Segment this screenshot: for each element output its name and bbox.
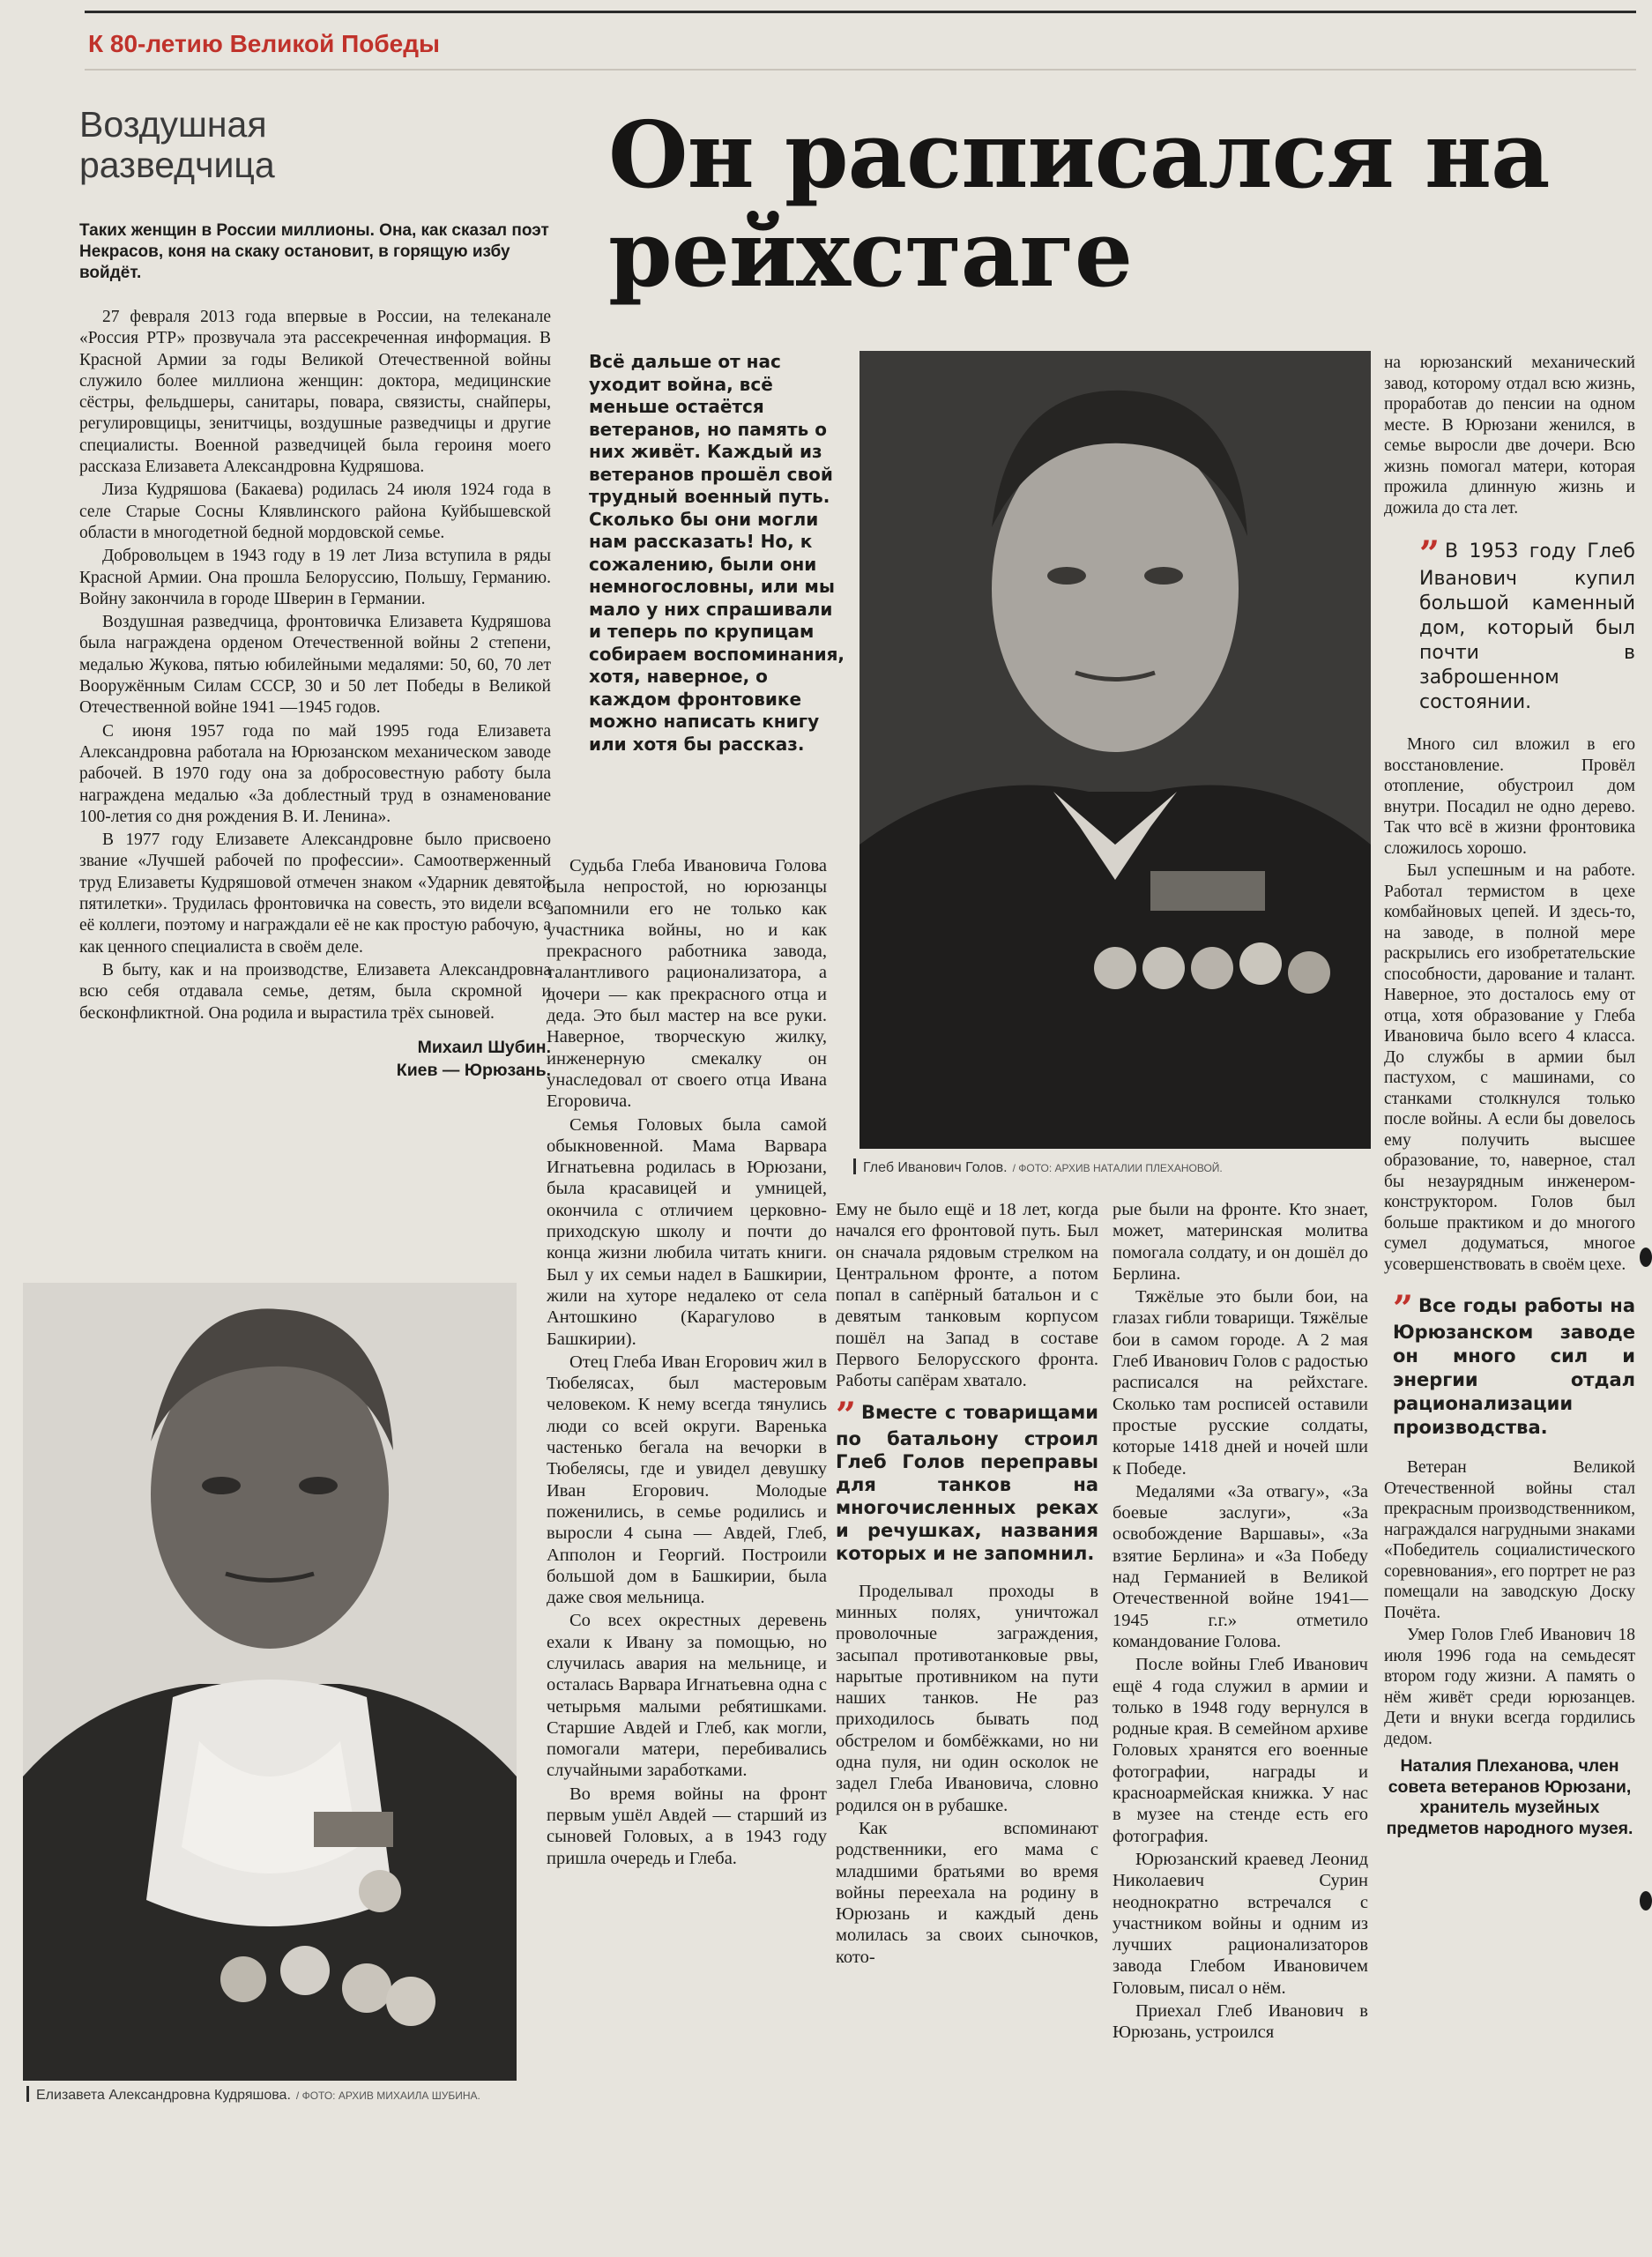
paragraph: Лиза Кудряшова (Бакаева) родилась 24 июля 1924 года в селе Старые Сосны Клявлинского района Куйбышевской области в многодетной бедной мордовской семье.: [79, 480, 551, 542]
paragraph: рые были на фронте. Кто знает, может, материнская молитва помогала солдату, и он дошёл до Берлина.: [1112, 1200, 1368, 1284]
woman-photo-caption: [26, 2086, 520, 2104]
paragraph: Семья Головых была самой обыкновенной. Мама Варвара Игнатьевна родилась в Юрюзани, была красавицей и умницей, окончила с отличием церковно-приходскую школу и почти до конца жизни любила читать книги. Был у их семьи надел в Башкирии, жили на хуторе недалеко от села Антошкино (Карагулово в Башкирии).: [547, 1114, 827, 1349]
caption-text: Глеб Иванович Голов.: [863, 1160, 1008, 1175]
paragraph: Был успешным и на работе. Работал термистом в цехе комбайновых цепей. И здесь-то, на заводе, в полной мере раскрылись его изобретательские способности, дарование и талант. Наверное, это досталось ему от отца, хотя образование у Глеба Ивановича было всего 4 класса. До службы в армии был пастухом, с машинами, со станками столкнулся только после войны. А если бы довелось ему получить высшее образование, то, наверное, стал бы незаурядным инженером-конструктором. Голов был больше практиком и до многого сумел додуматься, многое усовершенствовать в своём цехе.: [1384, 861, 1635, 1274]
main-article-intro: Всё дальше от нас уходит война, всё меньше остаётся ветеранов, но память о них живёт. Каждый из ветеранов прошёл свой трудный военный путь. Сколько бы они могли нам рассказать! Но, к сожалению, были они немногословны, или мы мало у них спрашивали и теперь по крупицам собираем воспоминания, хотя, наверное, о каждом фронтовике можно написать книгу или хотя бы рассказ.: [589, 351, 845, 755]
main-headline: Он расписался на рейхстаге: [608, 101, 1550, 308]
quote-mark-icon: ”: [836, 1394, 857, 1436]
paragraph: Во время войны на фронт первым ушёл Авдей — старший из сыновей Головых, а в 1943 году пришла очередь и Глеба.: [547, 1784, 827, 1868]
paragraph: Тяжёлые это были бои, на глазах гибли товарищи. Тяжёлые бои в самом городе. А 2 мая Глеб Иванович Голов с радостью расписался на рейхстаге. Сколько там росписей оставили простые русские солдаты, которые 1418 дней и ночей шли к Победе.: [1112, 1287, 1368, 1479]
paragraph: Умер Голов Глеб Иванович 18 июля 1996 года на семьдесят втором году жизни. А память о нём живёт среди юрюзанцев. Дети и внуки всегда гордились дедом.: [1384, 1626, 1635, 1748]
top-rule: [85, 11, 1636, 13]
quote-mark-icon: ”: [1419, 533, 1440, 575]
paragraph: на юрюзанский механический завод, которому отдал всю жизнь, проработав до пенсии на одном месте. В Юрюзани женился, в семье выросли две дочери. Всю жизнь помогал матери, которая прожила длинную жизнь и дожила до ста лет.: [1384, 354, 1635, 518]
caption-text: Елизавета Александровна Кудряшова.: [36, 2088, 291, 2103]
man-portrait-photo: [859, 351, 1371, 1149]
binder-hole: [1640, 1248, 1652, 1267]
article-signature: Наталия Плеханова, член совета ветеранов Юрюзани, хранитель музейных предметов народного музея.: [1386, 1756, 1633, 1838]
author-name: Михаил Шубин.: [417, 1037, 551, 1057]
paragraph: С июня 1957 года по май 1995 года Елизавета Александровна работала на Юрюзанском механическом заводе рабочей. В 1970 году она за добросовестную работу была награждена медалью «За доблестный труд в ознаменование 100-летия со дня рождения В. И. Ленина».: [79, 721, 551, 826]
pull-quote-text: Вместе с товарищами по батальону строил Глеб Голов переправы для танков на многочисленных реках и речушках, названия которых и не запомнил.: [836, 1401, 1098, 1564]
main-article-column-2: [836, 1199, 1098, 1970]
main-article-column-3: [1112, 1199, 1368, 2045]
pull-quote-text: Все годы работы на Юрюзанском заводе он много сил и энергии отдал рационализации производства.: [1393, 1295, 1635, 1438]
paragraph: Юрюзанский краевед Леонид Николаевич Сурин неоднократно встречался с участником войны и одним из лучших рационализаторов завода Глебом Ивановичем Головым, писал о нём.: [1112, 1849, 1368, 1998]
pull-quote: [1419, 533, 1635, 715]
left-article-body: [79, 307, 551, 1081]
paragraph: Воздушная разведчица, фронтовичка Елизавета Кудряшова была награждена орденом Отечественной войны 2 степени, медалью Жукова, пятью юбилейными медалями: 50, 60, 70 лет Вооружённым Силам СССР, 30 и 50 лет Победы в Великой Отечественной войне 1941 —1945 годов.: [79, 613, 551, 718]
paragraph: В быту, как и на производстве, Елизавета Александровна всю себя отдавала семье, детям, была скромной и бесконфликтной. Она родила и вырастила трёх сыновей.: [79, 960, 551, 1023]
rubric-divider: [85, 69, 1636, 71]
paragraph: Со всех окрестных деревень ехали к Ивану за помощью, но случилась авария на мельнице, и осталась Варвара Игнатьевна одна с четырьмя малыми ребятишками. Старшие Авдей и Глеб, как могли, помогали матери, перебивались случайными заработками.: [547, 1611, 827, 1781]
paragraph: 27 февраля 2013 года впервые в России, на телеканале «Россия РТР» прозвучала эта рассекреченная информация. В Красной Армии за годы Великой Отечественной войны служило более миллиона женщин: доктора, медицинские сёстры, фельдшеры, санитары, повара, связисты, снайперы, регулировщицы, зенитчицы, воздушные разведчицы и другие специалисты. Военной разведчицей была героиня моего рассказа Елизавета Александровна Кудряшова.: [79, 308, 551, 477]
author-place: Киев — Юрюзань.: [396, 1061, 551, 1081]
woman-portrait-photo: [23, 1283, 517, 2081]
pull-quote: [836, 1394, 1098, 1565]
pull-quote: [1393, 1288, 1635, 1440]
paragraph: Медалями «За отвагу», «За боевые заслуги», «За освобождение Варшавы», «За взятие Берлина» и «За Победу над Германией в Великой Отечественной войне 1941—1945 г.г.» отметило командование Голова.: [1112, 1481, 1368, 1651]
paragraph: Много сил вложил в его восстановление. Провёл отопление, обустроил дом внутри. Посадил не одно дерево. Так что всё в жизни фронтовика сложилось хорошо.: [1384, 735, 1635, 858]
paragraph: Проделывал проходы в минных полях, уничтожал проволочные заграждения, засыпал противотанковые рвы, нарытые противником на пути наших танков. Не раз приходилось бывать под обстрелом и бомбёжками, но ни одна пуля, ни один осколок не задел Глеба Ивановича, словно родился он в рубашке.: [836, 1581, 1098, 1815]
paragraph: Отец Глеба Иван Егорович жил в Тюбелясах, был мастеровым человеком. К нему всегда тянулись люди со всей округи. Варенька частенько бегала на вечорки в Тюбелясы, где и увидел девушку Иван Егорович. Молодые поженились, в семье родились и выросли 4 сына — Авдей, Глеб, Апполон и Георгий. Построили большой дом в Башкирии, была даже своя мельница.: [547, 1352, 827, 1608]
main-article-column-1: [547, 855, 827, 1871]
portrait-illustration: [859, 351, 1371, 1149]
left-article-lead: Таких женщин в России миллионы. Она, как сказал поэт Некрасов, коня на скаку остановит, в горящую избу войдёт.: [79, 221, 549, 282]
rubric: К 80-летию Великой Победы: [88, 30, 440, 57]
left-article-title: Воздушная разведчица: [79, 104, 275, 185]
paragraph: Приехал Глеб Иванович в Юрюзань, устроился: [1112, 2000, 1368, 2043]
caption-marker: [853, 1158, 856, 1174]
pull-quote-text: В 1953 году Глеб Иванович купил большой каменный дом, который был почти в заброшенном состоянии.: [1419, 540, 1635, 713]
quote-mark-icon: ”: [1393, 1288, 1414, 1330]
paragraph: Добровольцем в 1943 году в 19 лет Лиза вступила в ряды Красной Армии. Она прошла Белоруссию, Польшу, Германию. Войну закончила в городе Шверин в Германии.: [79, 547, 551, 608]
portrait-illustration: [23, 1283, 517, 2081]
binder-hole: [1640, 1891, 1652, 1911]
paragraph: После войны Глеб Иванович ещё 4 года служил в армии и только в 1948 году вернулся в родные края. В семейном архиве Головых хранятся его военные фотографии, награды и красноармейская книжка. У нас в музее на стенде есть его фотография.: [1112, 1655, 1368, 1846]
paragraph: Как вспоминают родственники, его мама с младшими братьями во время войны переехала на родину в Юрюзань и каждый день молилась за своих сыночков, кото-: [836, 1818, 1098, 1967]
paragraph: Ему не было ещё и 18 лет, когда начался его фронтовой путь. Был он сначала рядовым стрелком на Центральном фронте, а потом попал в сапёрный батальон и с девятым танковым корпусом пошёл на Запад в составе Первого Белорусского фронта. Работы сапёрам хватало.: [836, 1200, 1098, 1391]
caption-credit: / ФОТО: АРХИВ НАТАЛИИ ПЛЕХАНОВОЙ.: [1012, 1162, 1223, 1174]
caption-credit: / ФОТО: АРХИВ МИХАИЛА ШУБИНА.: [295, 2089, 480, 2102]
main-article-column-4: [1384, 353, 1635, 1839]
caption-marker: [26, 2086, 29, 2102]
paragraph: Судьба Глеба Ивановича Голова была непростой, но юрюзанцы запомнили его не только как участника войны, но и как прекрасного работника завода, талантливого рационализатора, а дочери — как прекрасного отца и деда. Это был мастер на все руки. Наверное, творческую жилку, инженерную смекалку он унаследовал от своего отца Ивана Егоровича.: [547, 856, 827, 1112]
paragraph: В 1977 году Елизавете Александровне было присвоено звание «Лучшей рабочей по профессии». Самоотверженный труд Елизаветы Кудряшовой отмечен знаком «Ударник девятой пятилетки». Трудилась фронтовичка на совесть, это видели все её коллеги, поэтому и награждали её не как простую рабочую, а как ценного специалиста в своём деле.: [79, 831, 551, 957]
man-photo-caption: [853, 1158, 1382, 1176]
paragraph: Ветеран Великой Отечественной войны стал прекрасным производственником, награждался нагрудными знаками «Победитель социалистического соревнования», его портрет не раз помещали на заводскую Доску Почёта.: [1384, 1458, 1635, 1622]
